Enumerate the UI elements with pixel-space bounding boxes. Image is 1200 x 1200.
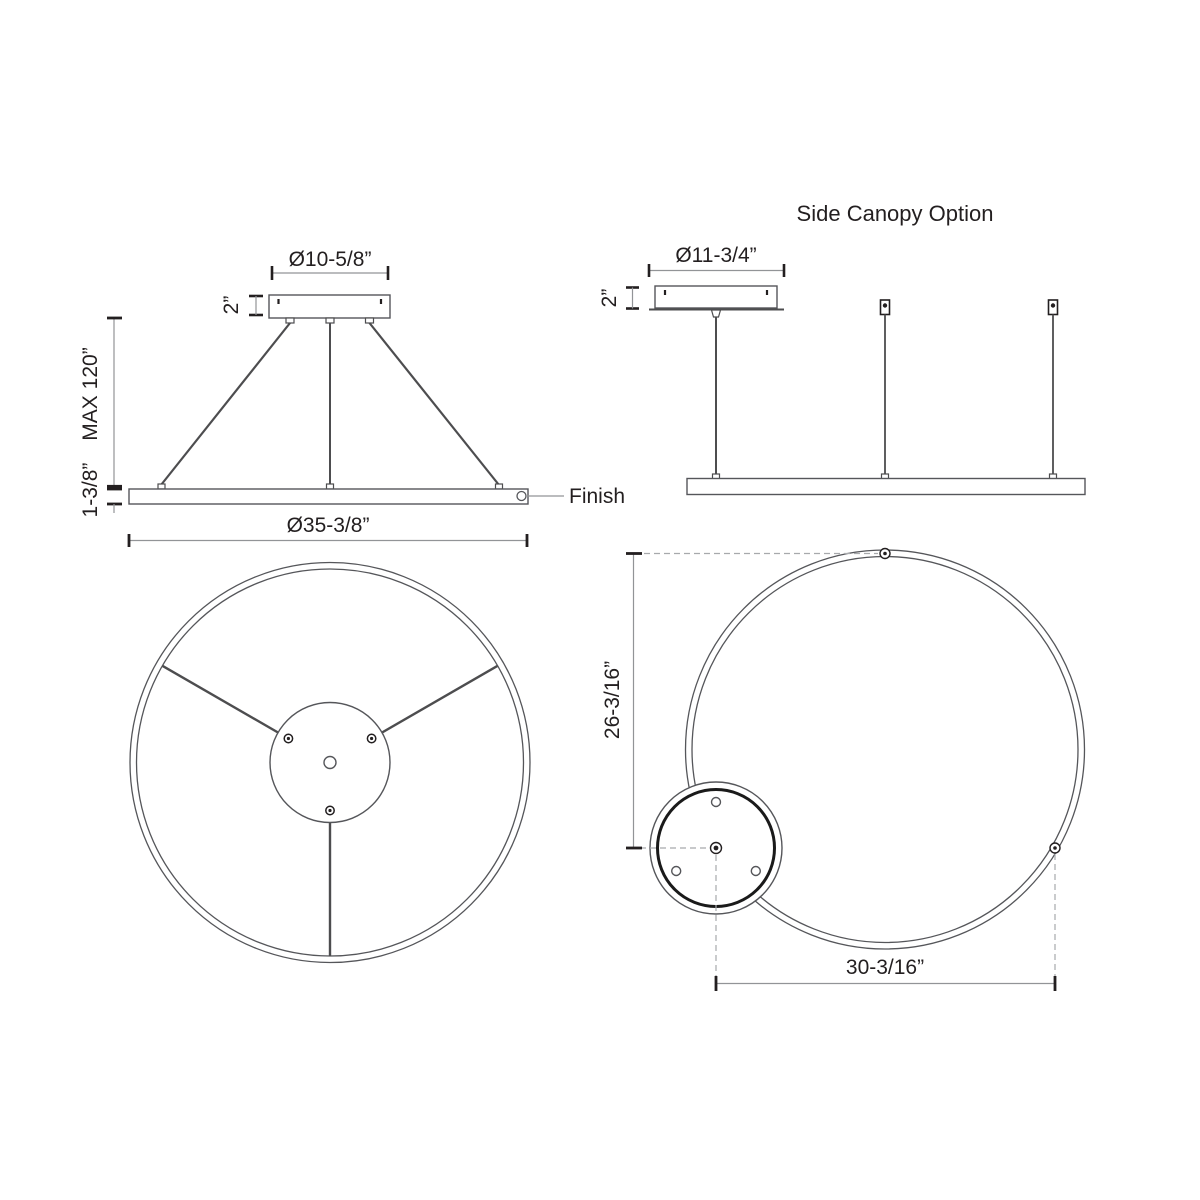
wire-anchor-upper-left-dot [287, 737, 290, 740]
canopy-hanger-center [326, 318, 334, 323]
suspension-wire-right [370, 323, 500, 485]
main-side-view [79, 248, 625, 547]
top-view-center-canopy [130, 563, 530, 963]
radial-wire-upper-left [162, 666, 288, 739]
ring-attach-right-dot [1053, 846, 1057, 850]
ceiling-fitting-middle-dot [883, 303, 887, 307]
finish-label: Finish [569, 485, 626, 508]
radial-wire-upper-right [372, 666, 498, 739]
side-canopy-hole-top [712, 798, 721, 807]
finish-indicator-hole [517, 492, 526, 501]
ring-side-profile [129, 489, 528, 504]
ring-wire-nub-center [327, 484, 334, 489]
canopy-height-label: 2” [220, 295, 243, 315]
side-canopy-stem-fitting [712, 310, 721, 317]
side-canopy-title: Side Canopy Option [796, 201, 994, 226]
ring-wire-nub-right [496, 484, 503, 489]
ring-thickness-label: 1-3/8” [79, 462, 102, 518]
center-canopy-hole [324, 757, 336, 769]
canopy-diameter-label: Ø10-5/8” [288, 248, 372, 271]
max-drop-label: MAX 120” [79, 347, 102, 441]
side-canopy-center-dot [714, 846, 719, 851]
canopy-body [269, 295, 390, 318]
ring-diameter-label: Ø35-3/8” [286, 514, 370, 537]
side-canopy-hole-lower-right [751, 867, 760, 876]
wire-anchor-upper-right-dot [370, 737, 373, 740]
side-canopy-height-label: 2” [598, 288, 621, 308]
side-canopy-hole-lower-left [672, 867, 681, 876]
top-view-side-canopy [601, 549, 1085, 995]
offset-horizontal-label: 30-3/16” [845, 956, 925, 979]
suspension-wire-left [161, 323, 290, 485]
wire-anchor-bottom-dot [328, 809, 331, 812]
offset-vertical-label: 26-3/16” [601, 660, 624, 740]
canopy-hanger-right [366, 318, 374, 323]
canopy-hanger-left [286, 318, 294, 323]
side-canopy-body [655, 286, 777, 308]
ring-wire-nub-left [158, 484, 165, 489]
side-canopy-diameter-label: Ø11-3/4” [675, 244, 757, 267]
ceiling-fitting-right-dot [1051, 303, 1055, 307]
side-canopy-option-view [598, 201, 1085, 495]
side-canopy-ring-profile [687, 479, 1085, 495]
ring-attach-top-dot [883, 552, 887, 556]
